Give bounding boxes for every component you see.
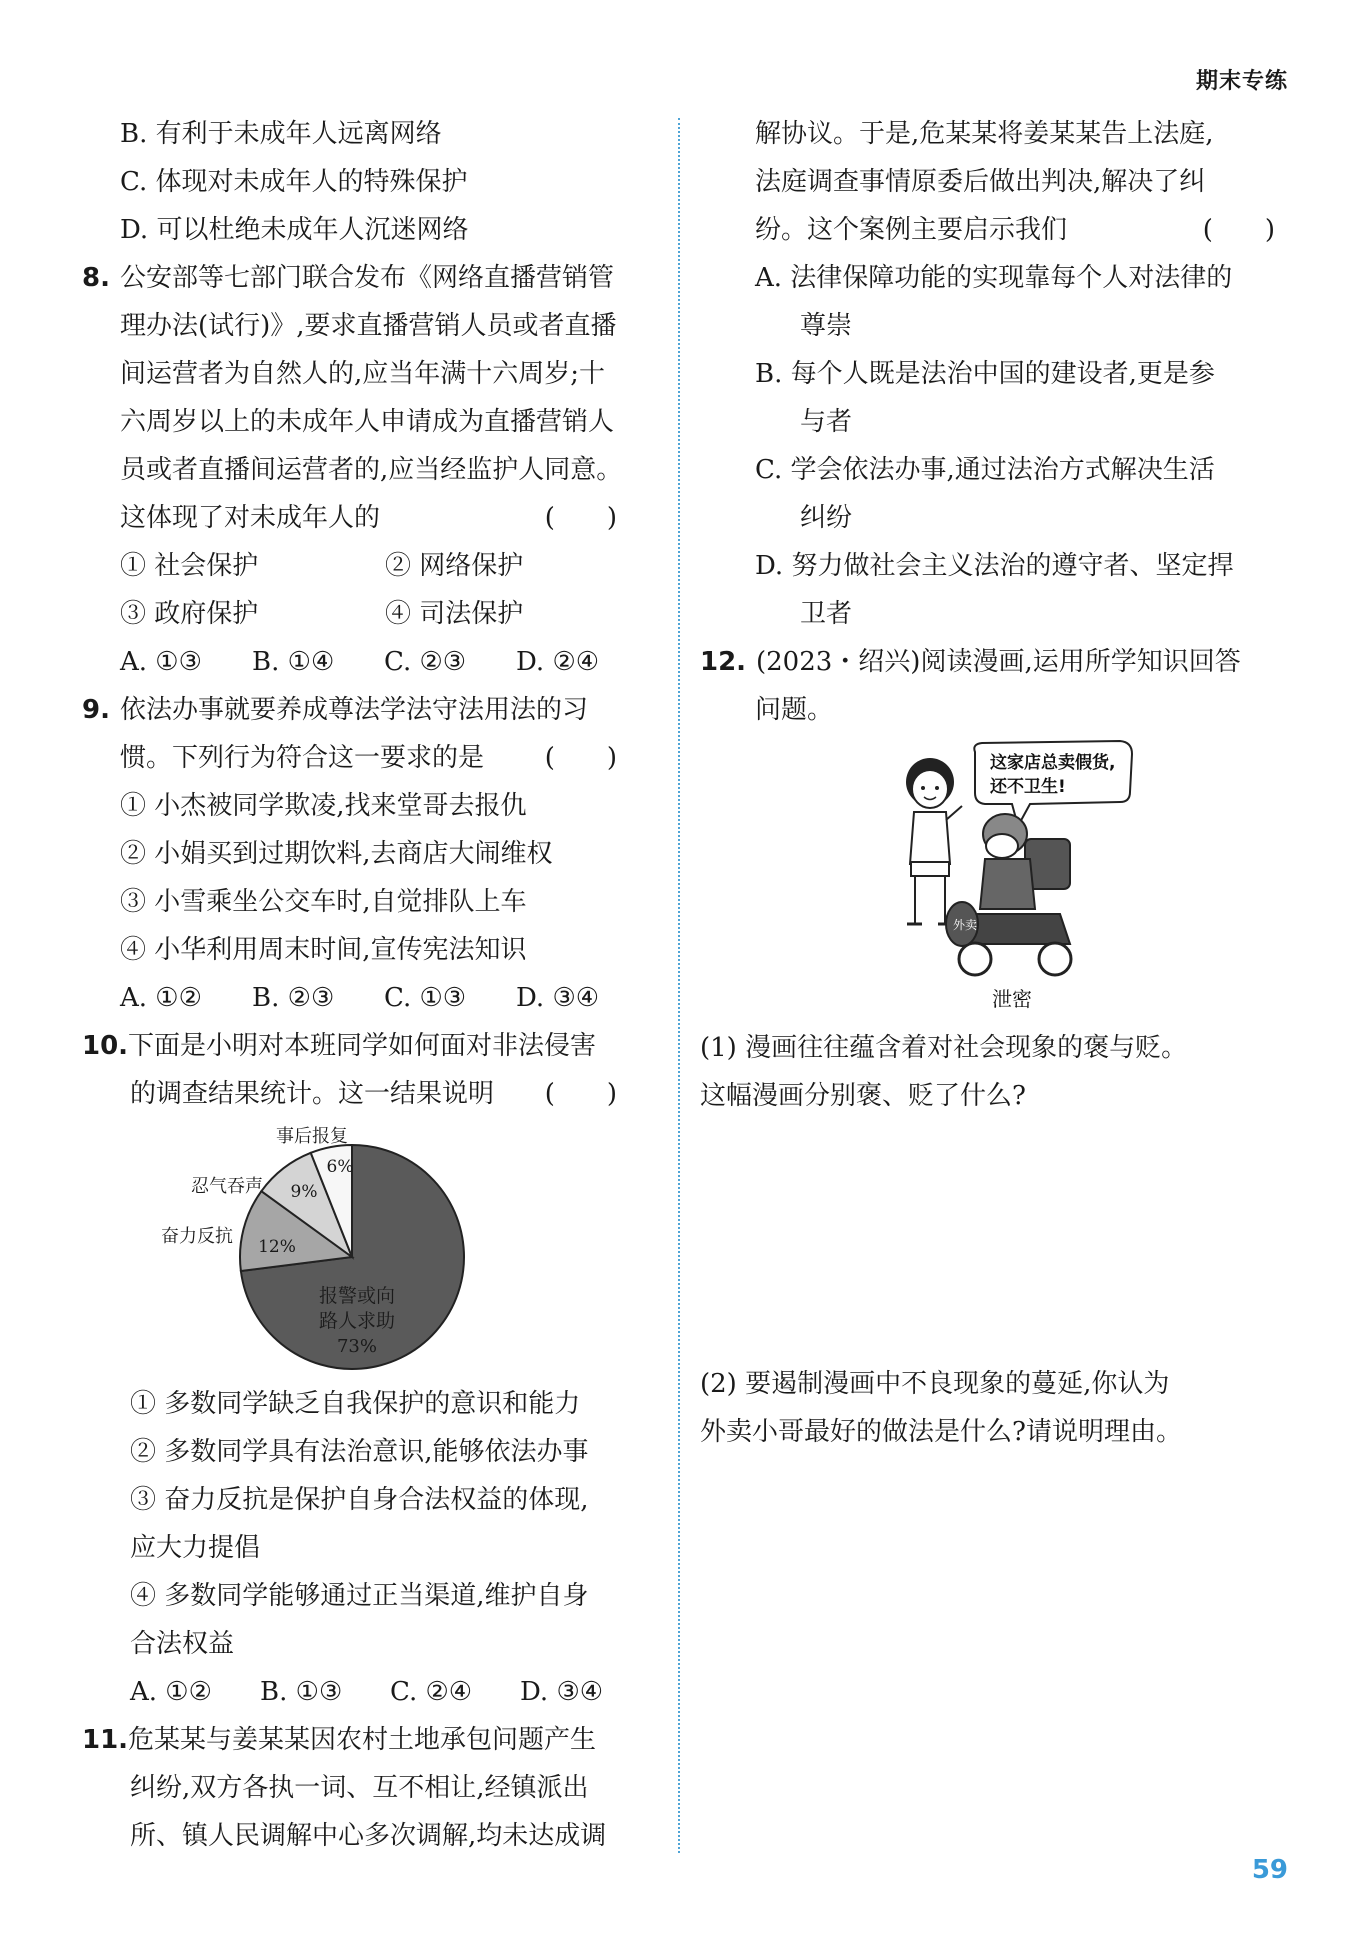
q12-sub1-line: (1) 漫画往往蕴含着对社会现象的褒与贬。 — [700, 1033, 1188, 1063]
q9-choice-a: A. ①② — [120, 983, 202, 1013]
pie-chart — [82, 1122, 627, 1372]
q10-choice-a: A. ①② — [130, 1677, 212, 1707]
q11-choice-a-cont: 尊崇 — [800, 311, 853, 341]
q8-item-4: ④ 司法保护 — [385, 599, 524, 629]
q12-number: 12. — [700, 647, 747, 677]
pie-label-main-line1: 报警或向 — [318, 1285, 396, 1307]
bag-text: 外卖 — [953, 918, 978, 932]
q8-item-3: ③ 政府保护 — [120, 599, 259, 629]
right-column — [700, 110, 1285, 1456]
question-8 — [82, 254, 627, 686]
left-column — [82, 110, 627, 1860]
q9-number: 9. — [82, 695, 110, 725]
q8-choice-b: B. ①④ — [252, 647, 335, 677]
q11-answer-blank: ( ) — [1202, 215, 1275, 245]
q11-choice-d: D. 努力做社会主义法治的遵守者、坚定捍 — [755, 551, 1234, 581]
q12-sub1-line: 这幅漫画分别褒、贬了什么? — [700, 1081, 1026, 1111]
cartoon-caption: 泄密 — [992, 987, 1032, 1011]
q10-item-3-cont: 应大力提倡 — [130, 1533, 261, 1563]
q12-sub2-line: 外卖小哥最好的做法是什么?请说明理由。 — [700, 1417, 1182, 1447]
pie-percent-1: 73% — [336, 1336, 378, 1357]
q10-item-1: ① 多数同学缺乏自我保护的意识和能力 — [130, 1389, 581, 1419]
pie-label-main-line2: 路人求助 — [318, 1310, 396, 1332]
q8-choice-a: A. ①③ — [120, 647, 202, 677]
q8-text-line: 这体现了对未成年人的 — [120, 503, 381, 533]
q10-item-4: ④ 多数同学能够通过正当渠道,维护自身 — [130, 1581, 589, 1611]
q7-options — [82, 110, 627, 254]
q11-cont-line: 解协议。于是,危某某将姜某某告上法庭, — [755, 119, 1214, 149]
pie-percent-2: 12% — [258, 1237, 296, 1257]
q8-text-line: 六周岁以上的未成年人申请成为直播营销人 — [120, 407, 615, 437]
question-12 — [700, 638, 1285, 1456]
question-11-continued — [700, 110, 1285, 638]
q8-answer-blank: ( ) — [544, 503, 617, 533]
pie-label-2: 奋力反抗 — [161, 1226, 233, 1247]
q11-choice-a: A. 法律保障功能的实现靠每个人对法律的 — [755, 263, 1233, 293]
q12-text-line: (2023・绍兴)阅读漫画,运用所学知识回答 — [756, 647, 1241, 677]
q11-choice-c-cont: 纠纷 — [800, 503, 853, 533]
q11-text-line: 危某某与姜某某因农村土地承包问题产生 — [128, 1725, 597, 1755]
q10-choice-d: D. ③④ — [520, 1677, 604, 1707]
q8-number: 8. — [82, 263, 110, 293]
q11-choice-b: B. 每个人既是法治中国的建设者,更是参 — [755, 359, 1215, 389]
q8-choice-d: D. ②④ — [516, 647, 600, 677]
q9-item-2: ② 小娟买到过期饮料,去商店大闹维权 — [120, 839, 553, 869]
girl-figure — [906, 758, 962, 924]
pie-percent-4: 6% — [326, 1157, 354, 1177]
speech-text-line2: 还不卫生! — [990, 777, 1066, 797]
pie-percent-3: 9% — [290, 1182, 318, 1202]
q10-choice-b: B. ①③ — [260, 1677, 343, 1707]
q8-text-line: 间运营者为自然人的,应当年满十六周岁;十 — [120, 359, 606, 389]
q8-text-line: 公安部等七部门联合发布《网络直播营销管 — [120, 263, 615, 293]
q11-choice-c: C. 学会依法办事,通过法治方式解决生活 — [755, 455, 1215, 485]
pie-label-3: 忍气吞声 — [191, 1176, 263, 1197]
q11-number: 11. — [82, 1725, 129, 1755]
q9-choice-c: C. ①③ — [384, 983, 467, 1013]
cartoon-svg — [700, 734, 1285, 1024]
q7-option-d: D. 可以杜绝未成年人沉迷网络 — [120, 215, 469, 245]
q8-item-2: ② 网络保护 — [385, 551, 524, 581]
q10-text-line: 的调查结果统计。这一结果说明 — [130, 1079, 495, 1109]
q11-text-line: 所、镇人民调解中心多次调解,均未达成调 — [130, 1821, 607, 1851]
speech-text-line1: 这家店总卖假货, — [990, 753, 1116, 773]
q9-answer-blank: ( ) — [544, 743, 617, 773]
page-number: 59 — [1251, 1855, 1288, 1885]
q11-text-line: 纠纷,双方各执一词、互不相让,经镇派出 — [130, 1773, 589, 1803]
q11-choice-b-cont: 与者 — [800, 407, 853, 437]
q10-item-4-cont: 合法权益 — [130, 1629, 235, 1659]
pie-chart-svg — [82, 1122, 627, 1372]
question-11 — [82, 1716, 627, 1860]
q8-item-1: ① 社会保护 — [120, 551, 259, 581]
q9-text-line: 依法办事就要养成尊法学法守法用法的习 — [120, 695, 589, 725]
q9-choice-d: D. ③④ — [516, 983, 600, 1013]
q7-option-b: B. 有利于未成年人远离网络 — [120, 119, 442, 149]
pie-label-4: 事后报复 — [276, 1126, 348, 1147]
cartoon-illustration — [700, 734, 1285, 1024]
q7-option-c: C. 体现对未成年人的特殊保护 — [120, 167, 468, 197]
q10-answer-blank: ( ) — [544, 1079, 617, 1109]
q10-text-line: 下面是小明对本班同学如何面对非法侵害 — [128, 1031, 597, 1061]
q8-text-line: 员或者直播间运营者的,应当经监护人同意。 — [120, 455, 623, 485]
q10-choice-c: C. ②④ — [390, 1677, 473, 1707]
section-header: 期末专练 — [1195, 69, 1288, 94]
q9-item-1: ① 小杰被同学欺凌,找来堂哥去报仇 — [120, 791, 527, 821]
q9-item-4: ④ 小华利用周末时间,宣传宪法知识 — [120, 935, 527, 965]
q11-choice-d-cont: 卫者 — [800, 599, 853, 629]
q8-choice-c: C. ②③ — [384, 647, 467, 677]
q11-cont-line: 纷。这个案例主要启示我们 — [755, 215, 1068, 245]
q9-item-3: ③ 小雪乘坐公交车时,自觉排队上车 — [120, 887, 527, 917]
question-9 — [82, 686, 627, 1022]
delivery-rider-figure — [946, 814, 1071, 975]
q10-item-3: ③ 奋力反抗是保护自身合法权益的体现, — [130, 1485, 589, 1515]
column-divider — [678, 118, 680, 1853]
q10-number: 10. — [82, 1031, 129, 1061]
q12-text-line: 问题。 — [755, 695, 834, 725]
question-10 — [82, 1022, 627, 1716]
q12-answer-space-1 — [700, 1120, 1285, 1360]
q8-text-line: 理办法(试行)》,要求直播营销人员或者直播 — [120, 311, 617, 341]
q11-cont-line: 法庭调查事情原委后做出判决,解决了纠 — [755, 167, 1206, 197]
q9-text-line: 惯。下列行为符合这一要求的是 — [120, 743, 485, 773]
q9-choice-b: B. ②③ — [252, 983, 335, 1013]
q12-sub2-line: (2) 要遏制漫画中不良现象的蔓延,你认为 — [700, 1369, 1170, 1399]
q10-item-2: ② 多数同学具有法治意识,能够依法办事 — [130, 1437, 589, 1467]
